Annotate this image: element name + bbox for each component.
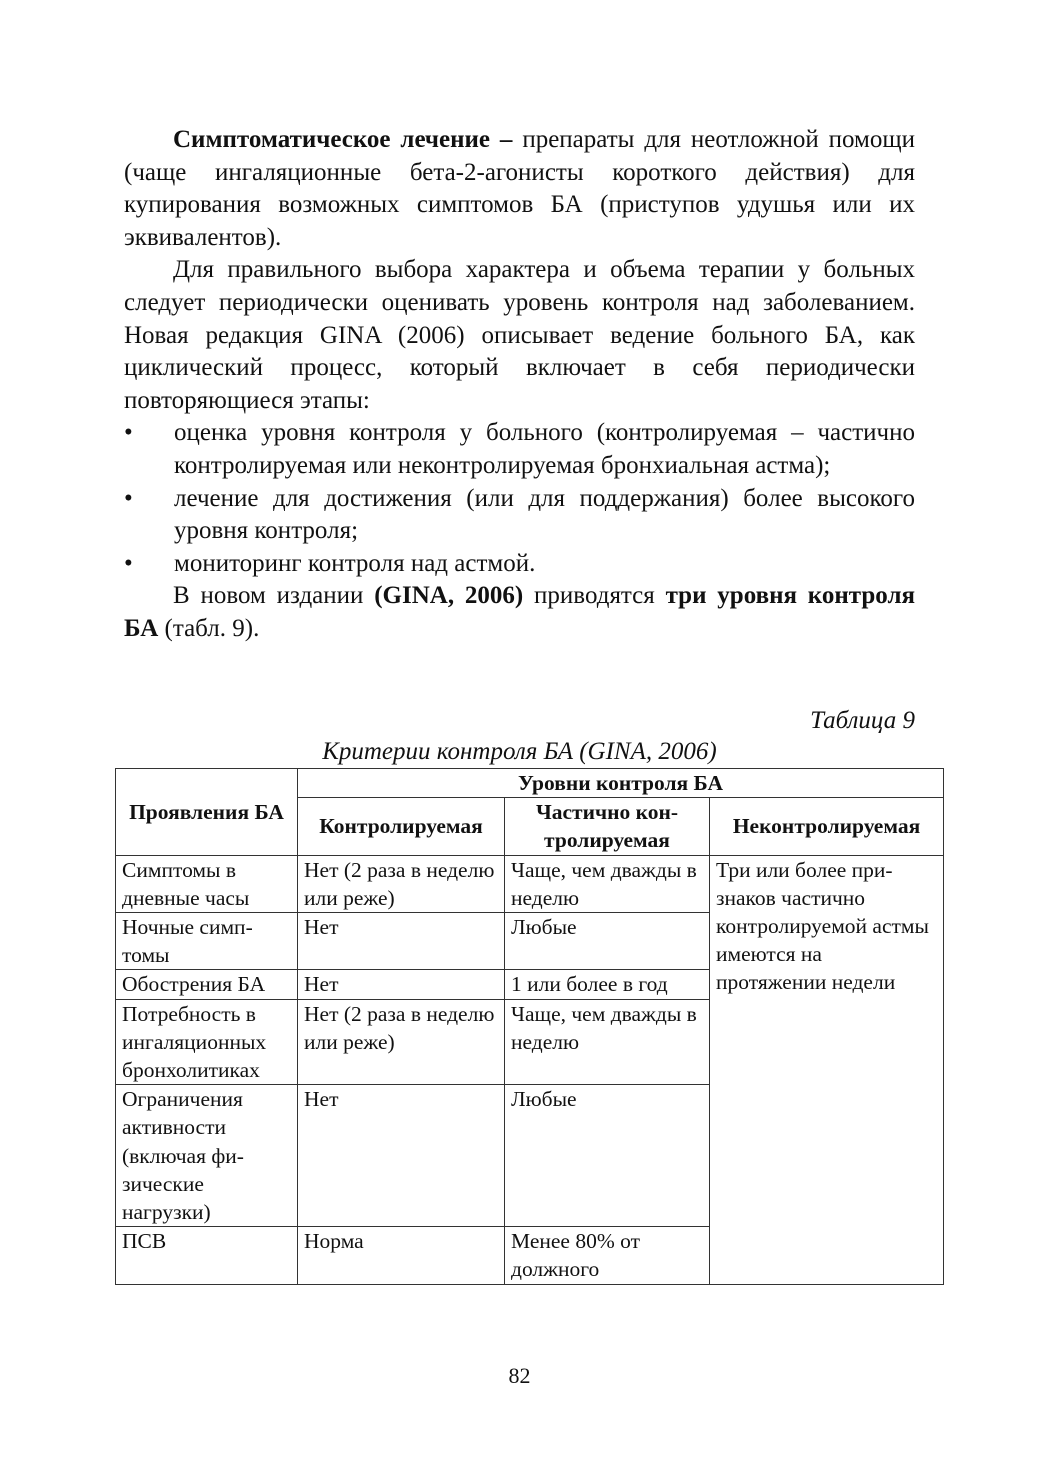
text-run: В новом издании bbox=[173, 582, 375, 610]
table-header-row bbox=[116, 769, 944, 798]
row-name: Потребность в ингаляционных бронхолитиках bbox=[116, 999, 298, 1085]
paragraph-text: препараты для неотложной помощи (чаще ингаляционные бета-2-агонисты короткого действия) для купирования возможных симптомов БА (приступов удушья или их эквивалентов). bbox=[124, 126, 915, 251]
cell-partial: Менее 80% от должного bbox=[505, 1227, 710, 1285]
table-title: Критерии контроля БА (GINA, 2006) bbox=[322, 738, 717, 765]
list-item bbox=[124, 548, 915, 581]
list-item bbox=[124, 417, 915, 482]
cell-partial: Чаще, чем дважды в неделю bbox=[505, 999, 710, 1085]
cell-controlled: Нет bbox=[298, 913, 505, 970]
bullet-icon: • bbox=[124, 419, 133, 447]
bold-term: Симптоматическое лечение – bbox=[173, 126, 513, 153]
cell-controlled: Нет (2 раза в неделю или реже) bbox=[298, 855, 505, 912]
header-control-levels: Уровни контроля БА bbox=[298, 769, 944, 798]
body-text bbox=[124, 124, 915, 646]
cell-controlled: Нет bbox=[298, 970, 505, 999]
bullet-list bbox=[124, 417, 915, 580]
text-run: приводятся bbox=[523, 582, 666, 610]
cell-controlled: Норма bbox=[298, 1227, 505, 1285]
cell-controlled: Нет (2 раза в неделю или реже) bbox=[298, 999, 505, 1085]
header-manifestations: Проявления БА bbox=[116, 769, 298, 856]
bullet-icon: • bbox=[124, 484, 133, 512]
list-item bbox=[124, 483, 915, 548]
asthma-control-table bbox=[115, 768, 944, 1285]
list-item-text: оценка уровня контроля у больного (контролируемая – частично контролируемая или неконтролируемая бронхиальная астма); bbox=[174, 419, 915, 479]
bold-term: три уровня контроля БА bbox=[124, 582, 915, 642]
paragraph-symptomatic-treatment bbox=[124, 124, 915, 254]
cell-uncontrolled: Три или более признаков частично контролируемой астмы имеются на протяжении недели bbox=[710, 855, 944, 1285]
bullet-icon: • bbox=[124, 549, 133, 577]
row-name: Ночные симптомы bbox=[116, 913, 298, 970]
paragraph-gina-levels bbox=[124, 580, 915, 645]
text-run: (табл. 9). bbox=[158, 614, 260, 642]
row-name: Обострения БА bbox=[116, 970, 298, 999]
cell-partial: Чаще, чем дважды в неделю bbox=[505, 855, 710, 912]
cell-controlled: Нет bbox=[298, 1085, 505, 1227]
list-item-text: мониторинг контроля над астмой. bbox=[174, 549, 536, 577]
table-number: Таблица 9 bbox=[810, 707, 915, 734]
row-name: Ограничения активности (включая физические нагрузки) bbox=[116, 1085, 298, 1227]
cell-partial: Любые bbox=[505, 1085, 710, 1227]
header-partially-controlled: Частично контролируемая bbox=[505, 798, 710, 855]
page-number: 82 bbox=[508, 1363, 531, 1388]
row-name: Симптомы в дневные часы bbox=[116, 855, 298, 912]
header-controlled: Контролируемая bbox=[298, 798, 505, 855]
bold-citation: (GINA, 2006) bbox=[374, 582, 524, 610]
cell-partial: 1 или более в год bbox=[505, 970, 710, 999]
list-item-text: лечение для достижения (или для поддержания) более высокого уровня контроля; bbox=[174, 484, 915, 545]
cell-partial: Любые bbox=[505, 913, 710, 970]
paragraph-therapy-choice: Для правильного выбора характера и объема терапии у больных следует периодически оценивать уровень контроля над заболеванием. Новая редакция GINA (2006) описывает ведение больного БА, как циклический процесс, который включает в себя периодически повторяющиеся этапы: bbox=[124, 256, 915, 414]
header-uncontrolled: Неконтролируемая bbox=[710, 798, 944, 855]
row-name: ПСВ bbox=[116, 1227, 298, 1285]
table-row bbox=[116, 855, 944, 912]
